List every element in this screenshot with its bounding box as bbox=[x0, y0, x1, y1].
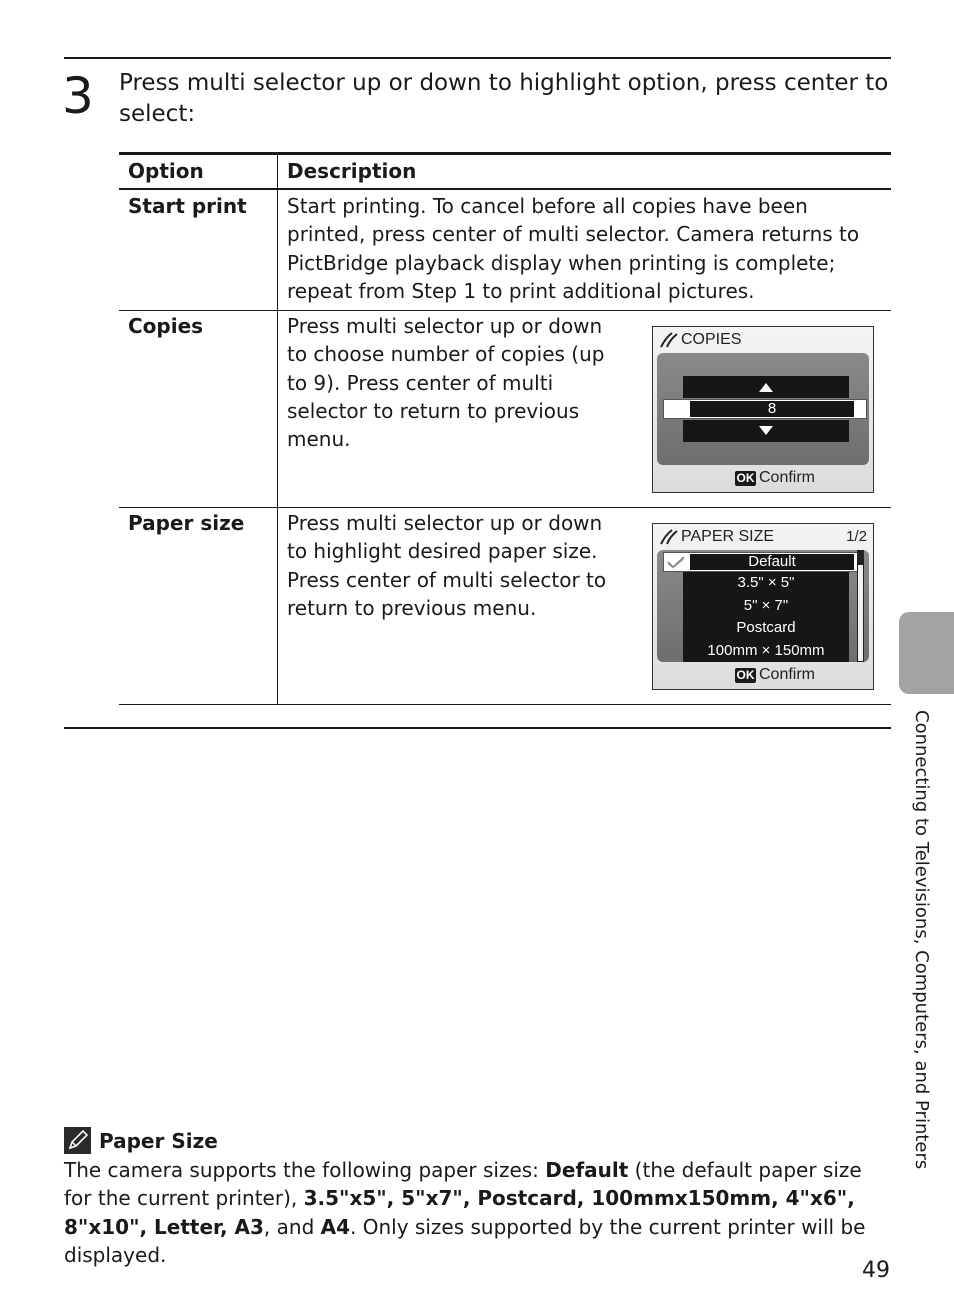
ok-icon: OK bbox=[736, 668, 755, 682]
paper-item[interactable]: 3.5" × 5" bbox=[737, 574, 795, 591]
description-copies: Press multi selector up or down to choose number of copies (up to 9). Press center of multi selector to return to previous menu. bbox=[287, 314, 605, 452]
description-paper-size: Press multi selector up or down to highlight desired paper size. Press center of multi selector to return to previous menu. bbox=[287, 511, 607, 620]
paper-item-label: Default bbox=[690, 554, 854, 570]
paper-list-panel bbox=[657, 550, 869, 662]
table-header bbox=[119, 152, 891, 190]
note-text: The camera supports the following paper sizes: bbox=[64, 1158, 546, 1182]
down-arrow-icon bbox=[759, 426, 773, 435]
paper-screen-title: PAPER SIZE bbox=[681, 528, 775, 545]
paper-item-selected[interactable] bbox=[663, 552, 859, 572]
paper-size-screen bbox=[652, 523, 874, 690]
chapter-label: Connecting to Televisions, Computers, and Printers bbox=[911, 710, 932, 1170]
row-divider bbox=[119, 507, 891, 508]
description-start-print: Start printing. To cancel before all copies have been printed, press center of multi selector. Camera returns to PictBridge playback display when printing is complete; repeat from Step 1 to print additional pictures. bbox=[287, 194, 860, 303]
scroll-thumb[interactable] bbox=[858, 551, 863, 565]
paper-item[interactable]: 5" × 7" bbox=[743, 597, 789, 614]
top-rule bbox=[64, 57, 891, 59]
page-indicator: 1/2 bbox=[846, 528, 867, 545]
note-text: , and bbox=[263, 1214, 321, 1239]
chapter-tab bbox=[899, 612, 954, 694]
up-arrow-icon bbox=[759, 383, 773, 392]
paper-item[interactable]: 100mm × 150mm bbox=[707, 642, 825, 659]
up-strip bbox=[683, 376, 849, 398]
scrollbar[interactable] bbox=[857, 550, 864, 662]
copies-selector[interactable] bbox=[663, 399, 867, 419]
section-rule bbox=[64, 727, 891, 729]
ok-icon: OK bbox=[736, 471, 755, 485]
pictbridge-icon bbox=[659, 331, 679, 349]
confirm-label: Confirm bbox=[759, 666, 816, 683]
copies-value: 8 bbox=[690, 401, 854, 417]
copies-screen-title: COPIES bbox=[681, 331, 742, 348]
header-description: Description bbox=[287, 159, 417, 183]
column-divider bbox=[277, 152, 278, 704]
note-bold: Default bbox=[545, 1158, 629, 1182]
pictbridge-icon bbox=[659, 528, 679, 546]
row-divider bbox=[119, 310, 891, 311]
copies-panel bbox=[657, 353, 869, 465]
row-divider bbox=[119, 704, 891, 705]
note-body bbox=[64, 1156, 890, 1269]
header-option: Option bbox=[128, 159, 204, 183]
note-text: . Only sizes supported by the current printer will be displayed. bbox=[64, 1214, 866, 1267]
option-start-print: Start print bbox=[128, 194, 247, 218]
page-number: 49 bbox=[862, 1258, 890, 1283]
note-bold: 3.5"x5", 5"x7", Postcard, 100mmx150mm, 4"x6", 8"x10", Letter, A3 bbox=[64, 1186, 855, 1239]
note-text: (the default paper size for the current printer), bbox=[64, 1158, 862, 1211]
note-bold: A4 bbox=[320, 1214, 351, 1239]
check-icon bbox=[667, 555, 685, 569]
down-strip bbox=[683, 420, 849, 442]
note-title: Paper Size bbox=[99, 1129, 218, 1153]
confirm-label: Confirm bbox=[759, 469, 816, 486]
paper-item[interactable]: Postcard bbox=[736, 619, 796, 636]
step-number: 3 bbox=[62, 67, 94, 125]
pencil-note-icon bbox=[64, 1127, 91, 1154]
copies-screen bbox=[652, 326, 874, 493]
option-paper-size: Paper size bbox=[128, 511, 245, 535]
option-copies: Copies bbox=[128, 314, 204, 338]
step-instruction: Press multi selector up or down to highlight option, press center to select: bbox=[119, 70, 889, 127]
